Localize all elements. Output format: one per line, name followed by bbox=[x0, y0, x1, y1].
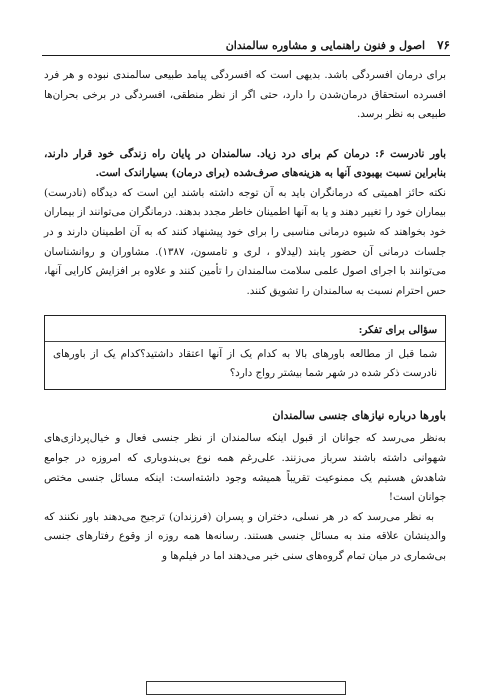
book-title: اصول و فنون راهنمایی و مشاوره سالمندان bbox=[225, 39, 426, 52]
page-number: ۷۶ bbox=[437, 38, 450, 52]
intro-paragraph: برای درمان افسردگی باشد. بدیهی است که افسردگی پیامد طبیعی سالمندی نبوده و هر فرد افسرده استحقاق درمان‌شدن را دارد، حتی اگر از نظر منطقی، افسردگی در برخی بحران‌ها طبیعی به نظر برسد. bbox=[44, 69, 446, 121]
running-header bbox=[42, 34, 450, 56]
page-content bbox=[44, 66, 446, 567]
section-heading: باورها درباره نیازهای جنسی سالمندان bbox=[272, 409, 446, 423]
section-paragraph-2: به نظر می‌رسد که در هر نسلی، دختران و پسران (فرزندان) ترجیح می‌دهند باور نکنند که والدینشان علاقه مند به مسائل جنسی هستند. رسانه‌ها همه روزه از وقوع رفتارهای جنسی بی‌شماری در میان تمام گروه‌های سنی خبر می‌دهند اما در فیلم‌ها و bbox=[44, 510, 446, 562]
footer-box bbox=[146, 681, 346, 695]
section-paragraph-1: به‌نظر می‌رسد که جوانان از قبول اینکه سالمندان از نظر جنسی فعال و خیال‌پردازی‌های شهوانی داشته باشند سرباز می‌زنند. علی‌رغم همه نوع بی‌بندوباری که امروزه در جوامع شاهدش هستیم یک ممنوعیت تقریباً همیشه وجود داشته‌است: اینکه مسائل جنسی مختص جوانان است! bbox=[44, 432, 446, 504]
think-question-box bbox=[44, 315, 446, 390]
myth-6-paragraph: نکته حائز اهمیتی که درمانگران باید به آن توجه داشته باشند این است که دیدگاه (نادرست) بیماران خود را تغییر دهند و یا به آنها اطمینان خاطر مجدد بدهند. درمانگران می‌توانند از بیماران خود بخواهند که شیوه درمانی مناسبی را برای خود پیشنهاد کنند که به آن اطمینان دارند و در جلسات درمانی آن حضور یابند (لیدلاو ، لری و تامسون، ۱۳۸۷). مشاوران و روانشناسان می‌توانند با اجرای اصول علمی سلامت سالمندان را تأمین کنند و علاوه بر افزایش کارایی آنها، حس احترام نسبت به سالمندان را تشویق کنند. bbox=[44, 186, 447, 297]
think-box-text: شما قبل از مطالعه باورهای بالا به کدام یک از آنها اعتقاد داشتید؟کدام یک از باورهای نادرست ذکر شده در شهر شما بیشتر رواج دارد؟ bbox=[53, 348, 437, 380]
myth-6-heading: باور نادرست ۶: درمان کم برای درد زیاد. سالمندان در پایان راه زندگی خود قرار دارند، بنابراین نسبت بهبودی آنها به هزینه‌های صرف‌شده (برای درمان) بسیاراندک است. bbox=[44, 147, 447, 179]
think-box-title: سؤالی برای تفکر: bbox=[45, 320, 445, 342]
